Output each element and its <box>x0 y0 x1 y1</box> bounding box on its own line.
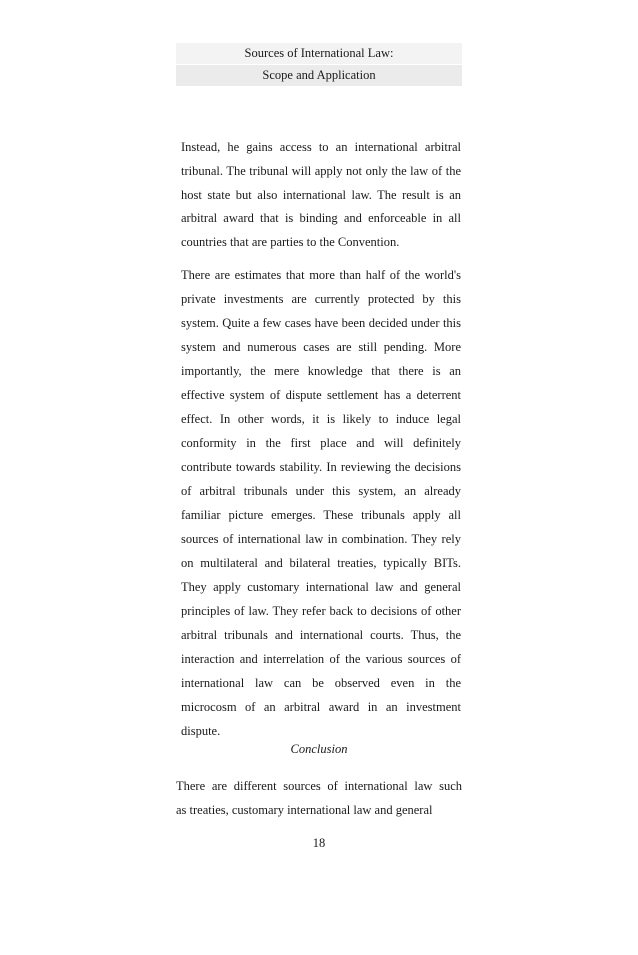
page-number: 18 <box>312 836 326 850</box>
text-line: There are different sources of international law such <box>176 779 462 793</box>
paragraph-arbitral-tribunal <box>181 136 461 255</box>
text-line: international law can be observed even in the <box>181 676 461 690</box>
text-line: system. Quite a few cases have been decided under this <box>181 316 461 330</box>
text-line: sources of international law in combination. They rely <box>181 532 461 546</box>
text-line: dispute. <box>181 724 221 738</box>
text-line: host state but also international law. The result is an <box>181 187 461 202</box>
text-line: contribute towards stability. In reviewing the decisions <box>181 460 461 474</box>
text-line: on multilateral and bilateral treaties, typically BITs. <box>181 556 461 570</box>
text-line: effective system of dispute settlement has a deterrent <box>181 388 461 402</box>
text-line: arbitral tribunals and international courts. Thus, the <box>181 628 461 642</box>
text-line: effect. In other words, it is likely to induce legal <box>181 412 461 426</box>
text-line: private investments are currently protected by this <box>181 292 461 306</box>
paragraph-private-investments <box>181 263 461 743</box>
text-line: of arbitral tribunals under this system, an already <box>181 484 461 498</box>
text-line: as treaties, customary international law and general <box>176 803 433 817</box>
text-line: There are estimates that more than half of the world's <box>181 268 461 282</box>
header-title-line-1: Sources of International Law: <box>176 43 462 64</box>
text-line: arbitral award that is binding and enforceable in all <box>181 211 461 226</box>
text-line: tribunal. The tribunal will apply not only the law of the <box>181 163 461 178</box>
text-line: principles of law. They refer back to decisions of other <box>181 604 461 618</box>
text-line: system and numerous cases are still pending. More <box>181 340 461 354</box>
section-heading-conclusion: Conclusion <box>290 742 348 756</box>
text-line: They apply customary international law and general <box>181 580 461 594</box>
text-line: microcosm of an arbitral award in an investment <box>181 700 461 714</box>
text-line: importantly, the mere knowledge that there is an <box>181 364 461 378</box>
text-line: conformity in the first place and will definitely <box>181 436 461 450</box>
running-header <box>176 43 462 87</box>
paragraph-conclusion <box>176 774 462 822</box>
text-line: countries that are parties to the Convention. <box>181 235 400 250</box>
text-line: interaction and interrelation of the various sources of <box>181 652 461 666</box>
header-title-line-2: Scope and Application <box>176 65 462 86</box>
text-line: familiar picture emerges. These tribunals apply all <box>181 508 461 522</box>
text-line: Instead, he gains access to an international arbitral <box>181 140 461 154</box>
